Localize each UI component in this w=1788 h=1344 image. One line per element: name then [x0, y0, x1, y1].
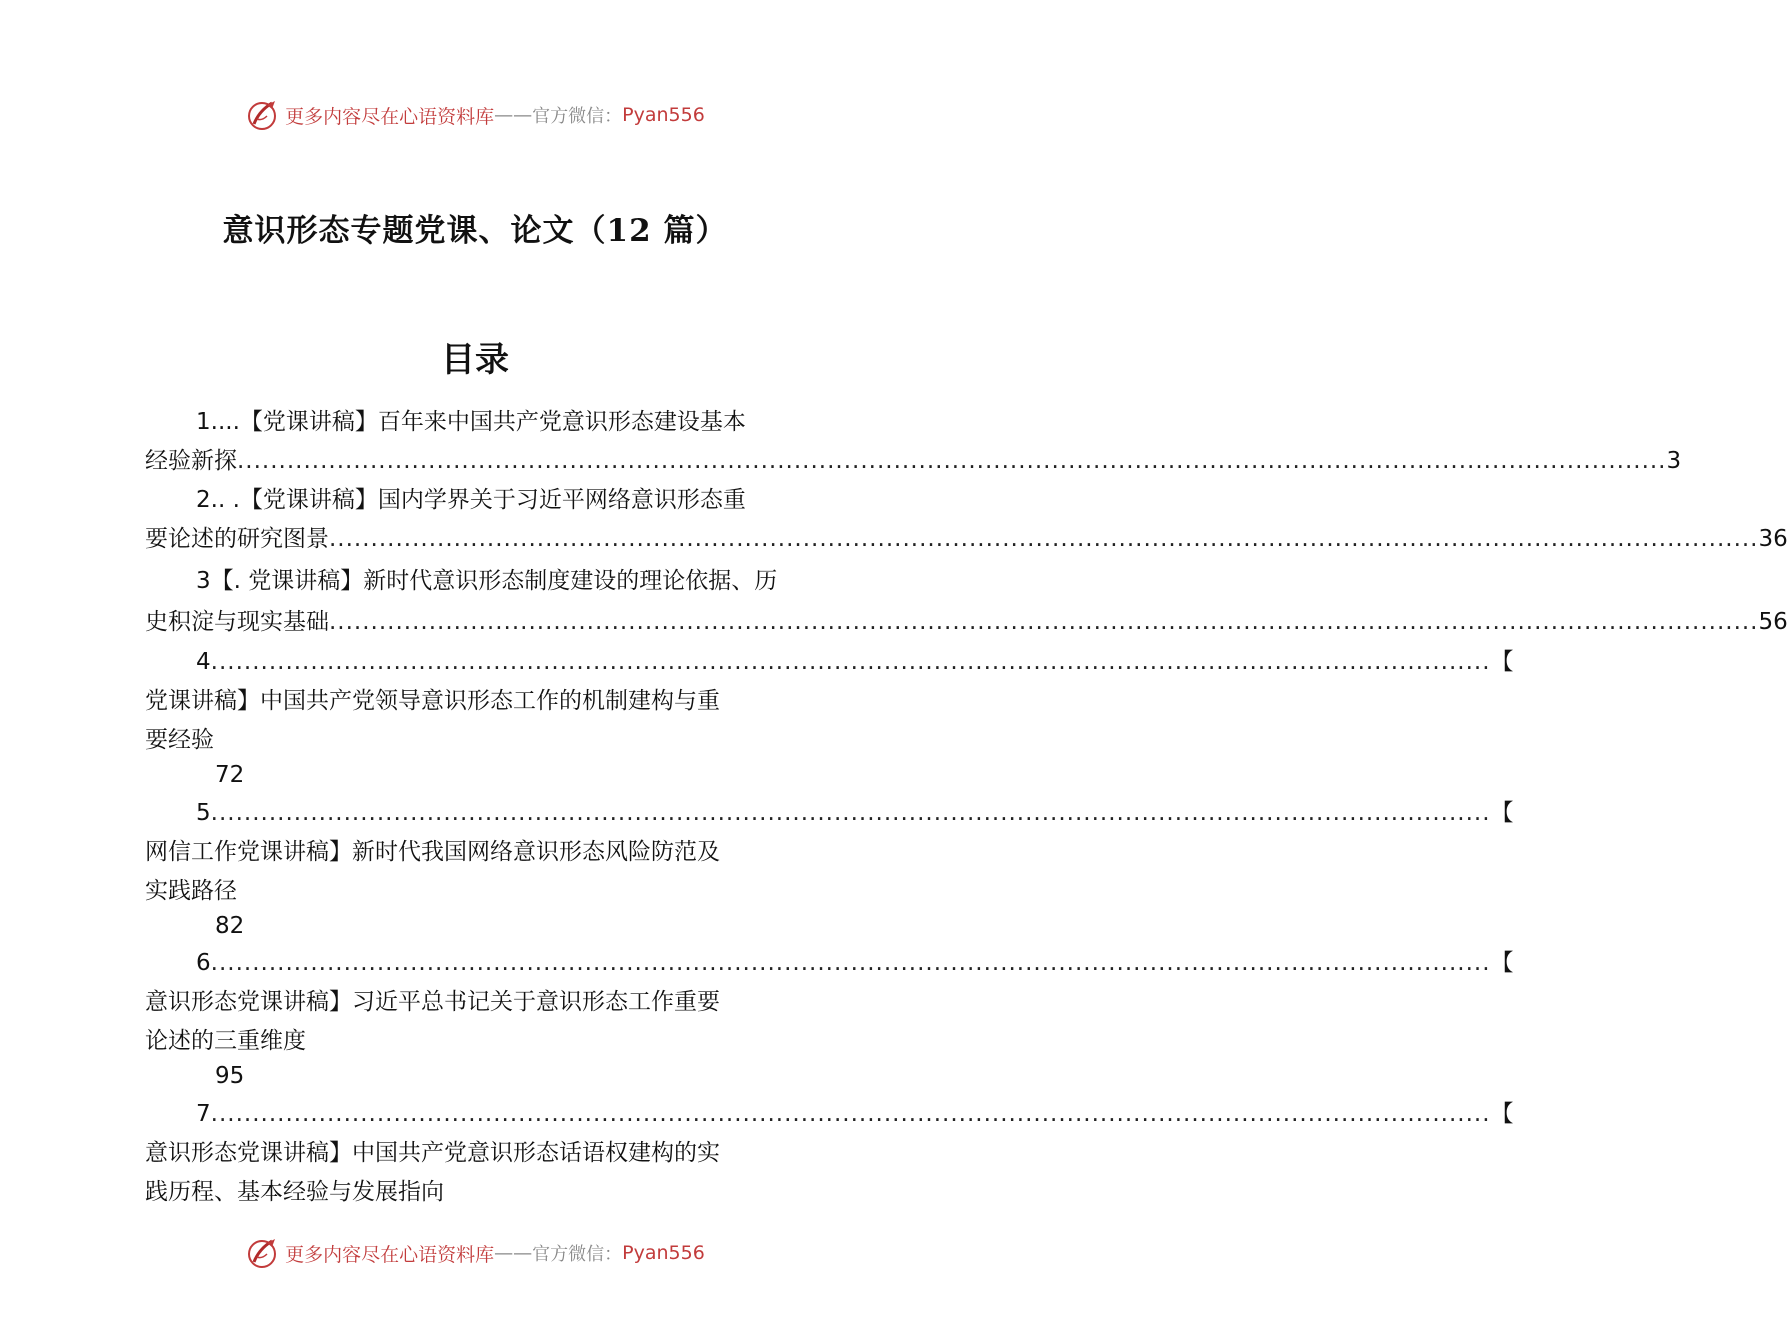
watermark-brand: 更多内容尽在心语资料库 [285, 1243, 495, 1266]
toc-entry-1-line2[interactable] [145, 446, 1682, 476]
toc-entry-4-page[interactable]: 72 [215, 762, 245, 788]
toc-entry-3-line1[interactable]: 3【. 党课讲稿】新时代意识形态制度建设的理论依据、历 [196, 568, 778, 594]
toc-entry-2-line2[interactable] [145, 524, 1788, 554]
toc-entry-2-page: 36 [1758, 526, 1788, 552]
toc-entry-4-line3[interactable]: 要经验 [145, 727, 214, 753]
toc-heading: 目录 [441, 340, 509, 380]
toc-entry-7-num: 7 [196, 1101, 211, 1127]
toc-entry-5-num: 5 [196, 800, 211, 826]
toc-entry-6-line2[interactable]: 意识形态党课讲稿】习近平总书记关于意识形态工作重要 [145, 989, 720, 1015]
toc-entry-7-line3[interactable]: 践历程、基本经验与发展指向 [145, 1179, 444, 1205]
toc-entry-1-line1[interactable]: 1....【党课讲稿】百年来中国共产党意识形态建设基本 [196, 409, 746, 435]
toc-entry-7-line2[interactable]: 意识形态党课讲稿】中国共产党意识形态话语权建构的实 [145, 1140, 720, 1166]
toc-entry-5-bracket: 【 [1490, 800, 1514, 826]
watermark-separator: —— [494, 1242, 533, 1264]
toc-entry-3-text: 史积淀与现实基础 [145, 609, 329, 635]
toc-entry-6-page[interactable]: 95 [215, 1063, 245, 1089]
toc-entry-4-bracket: 【 [1490, 649, 1514, 675]
toc-leader-dots: .......................................................................................................................................................... [210, 1101, 1491, 1127]
toc-entry-3-line2[interactable] [145, 607, 1788, 637]
watermark-label: 官方微信： [532, 1244, 623, 1265]
toc-leader-dots: .......................................................................................................................................................... [210, 800, 1491, 826]
toc-leader-dots: ............................................................................................................................................................................ [329, 609, 1759, 635]
watermark-separator: —— [494, 104, 533, 126]
toc-entry-5-page[interactable]: 82 [215, 913, 245, 939]
toc-entry-3-page: 56 [1758, 609, 1788, 635]
toc-entry-2-text: 要论述的研究图景 [145, 526, 329, 552]
toc-entry-7-bracket: 【 [1490, 1101, 1514, 1127]
toc-entry-5-line1[interactable] [196, 798, 1514, 828]
watermark-brand: 更多内容尽在心语资料库 [285, 105, 495, 128]
toc-entry-6-bracket: 【 [1490, 950, 1514, 976]
toc-leader-dots: ............................................................................................................................................................................ [237, 448, 1667, 474]
watermark-wechat-id: Pyan556 [622, 104, 705, 126]
toc-leader-dots: .......................................................................................................................................................... [210, 950, 1491, 976]
toc-entry-6-line3[interactable]: 论述的三重维度 [145, 1028, 306, 1054]
toc-entry-5-line2[interactable]: 网信工作党课讲稿】新时代我国网络意识形态风险防范及 [145, 839, 720, 865]
brand-logo-icon [245, 1235, 281, 1271]
toc-entry-5-line3[interactable]: 实践路径 [145, 878, 237, 904]
toc-leader-dots: ............................................................................................................................................................................ [329, 526, 1759, 552]
toc-entry-4-line1[interactable] [196, 647, 1514, 677]
toc-entry-7-line1[interactable] [196, 1099, 1514, 1129]
brand-logo-icon [245, 97, 281, 133]
toc-leader-dots: .......................................................................................................................................................... [210, 649, 1491, 675]
header-watermark [0, 95, 950, 135]
document-title: 意识形态专题党课、论文（12 篇） [222, 213, 728, 249]
toc-entry-6-line1[interactable] [196, 948, 1514, 978]
footer-watermark [0, 1233, 950, 1273]
toc-entry-4-line2[interactable]: 党课讲稿】中国共产党领导意识形态工作的机制建构与重 [145, 688, 720, 714]
watermark-label: 官方微信： [532, 106, 623, 127]
toc-entry-2-line1[interactable]: 2.. .【党课讲稿】国内学界关于习近平网络意识形态重 [196, 487, 746, 513]
toc-entry-1-text: 经验新探 [145, 448, 237, 474]
toc-entry-6-num: 6 [196, 950, 211, 976]
toc-entry-1-page: 3 [1666, 448, 1682, 474]
toc-entry-4-num: 4 [196, 649, 211, 675]
watermark-wechat-id: Pyan556 [622, 1242, 705, 1264]
